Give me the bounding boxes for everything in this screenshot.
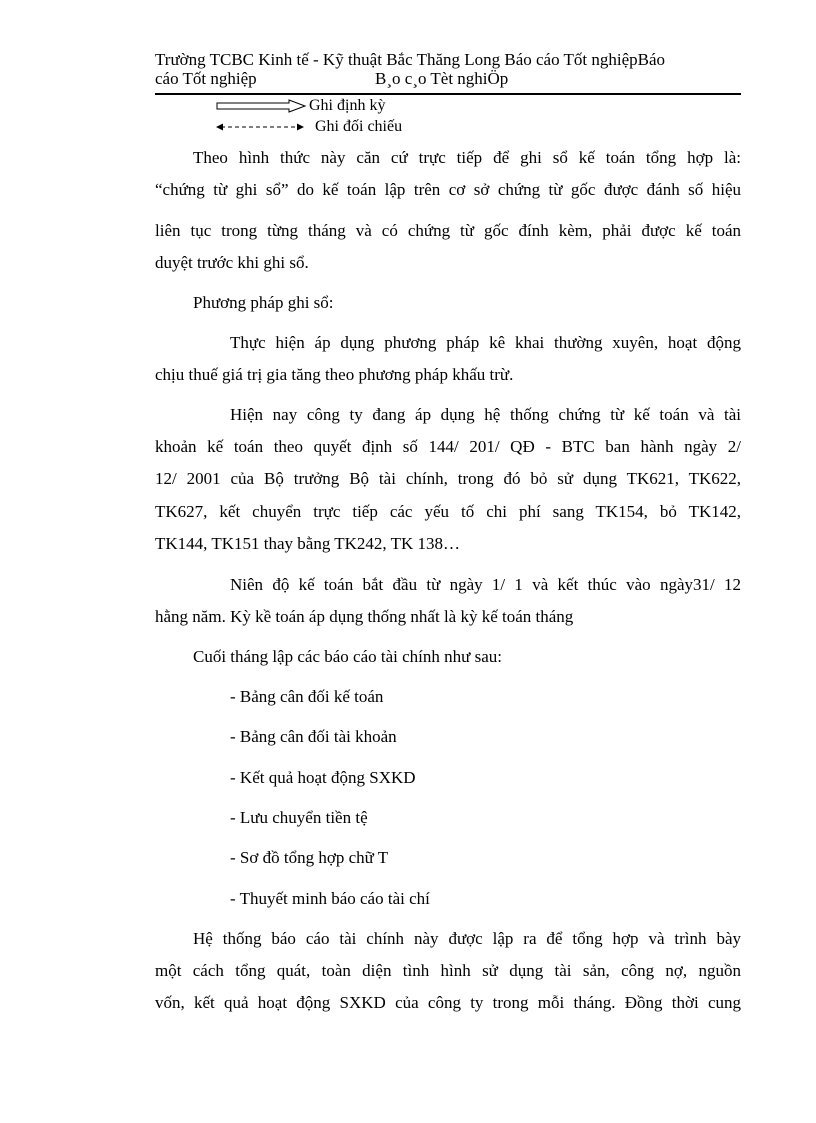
page-header (155, 50, 741, 88)
para4-line4: TK627, kết chuyển trực tiếp các yếu tố chi phí sang TK154, bỏ TK142, (155, 502, 741, 521)
header-line-2-left: cáo Tốt nghiệp (155, 69, 257, 88)
list-item: - Bảng cân đối tài khoản (230, 727, 397, 746)
para4-line2: khoản kế toán theo quyết định số 144/ 201/ QĐ - BTC ban hành ngày 2/ (155, 437, 741, 456)
para1-line2: “chứng từ ghi sổ” do kế toán lập trên cơ sở chứng từ gốc được đánh số hiệu (155, 180, 741, 199)
list-item: - Sơ đồ tổng hợp chữ T (230, 848, 389, 867)
para3-line1: Thực hiện áp dụng phương pháp kê khai thường xuyên, hoạt động (230, 333, 741, 352)
para7-line3: vốn, kết quả hoạt động SXKD của công ty trong mỗi tháng. Đồng thời cung (155, 993, 741, 1012)
legend-reconcile-label: Ghi đối chiếu (315, 118, 403, 135)
header-line-1: Trường TCBC Kinh tế - Kỹ thuật Bắc Thăng Long Báo cáo Tốt nghiệpBáo (155, 50, 666, 69)
para1-line3: liên tục trong từng tháng và có chứng từ gốc đính kèm, phải được kế toán (155, 221, 741, 240)
para7-line1: Hệ thống báo cáo tài chính này được lập ra để tổng hợp và trình bày (193, 929, 741, 948)
para1-line1: Theo hình thức này căn cứ trực tiếp để ghi sổ kế toán tổng hợp là: (193, 148, 741, 167)
list-item: - Bảng cân đối kế toán (230, 687, 384, 706)
para5-line2: hằng năm. Kỳ kề toán áp dụng thống nhất là kỳ kế toán tháng (155, 607, 574, 626)
legend-periodic-label: Ghi định kỳ (309, 97, 386, 114)
para4-line1: Hiện nay công ty đang áp dụng hệ thống chứng từ kế toán và tài (230, 405, 741, 424)
para4-line3: 12/ 2001 của Bộ trưởng Bộ tài chính, trong đó bỏ sử dụng TK621, TK622, (155, 469, 741, 488)
para3-line2: chịu thuế giá trị gia tăng theo phương pháp khấu trừ. (155, 365, 514, 384)
list-item: - Kết quả hoạt động SXKD (230, 768, 416, 787)
dashed-two-way-arrow-icon (215, 120, 307, 134)
para6-heading: Cuối tháng lập các báo cáo tài chính như sau: (193, 647, 502, 666)
legend-periodic (215, 95, 402, 116)
header-line-2-garbled: B¸o c¸o Tèt nghiÖp (375, 69, 509, 88)
diagram-legend (215, 95, 402, 137)
para1-line4: duyệt trước khi ghi sổ. (155, 253, 309, 272)
para5-line1: Niên độ kế toán bắt đầu từ ngày 1/ 1 và kết thúc vào ngày31/ 12 (230, 575, 741, 594)
legend-reconcile (215, 116, 402, 137)
para7-line2: một cách tổng quát, toàn diện tình hình sử dụng tài sản, công nợ, nguồn (155, 961, 741, 980)
list-item: - Lưu chuyển tiền tệ (230, 808, 368, 827)
para2-heading: Phương pháp ghi sổ: (193, 293, 334, 312)
double-arrow-icon (215, 99, 307, 113)
list-item: - Thuyết minh báo cáo tài chí (230, 889, 430, 908)
header-line-2 (155, 69, 741, 88)
para4-line5: TK144, TK151 thay bằng TK242, TK 138… (155, 534, 461, 553)
